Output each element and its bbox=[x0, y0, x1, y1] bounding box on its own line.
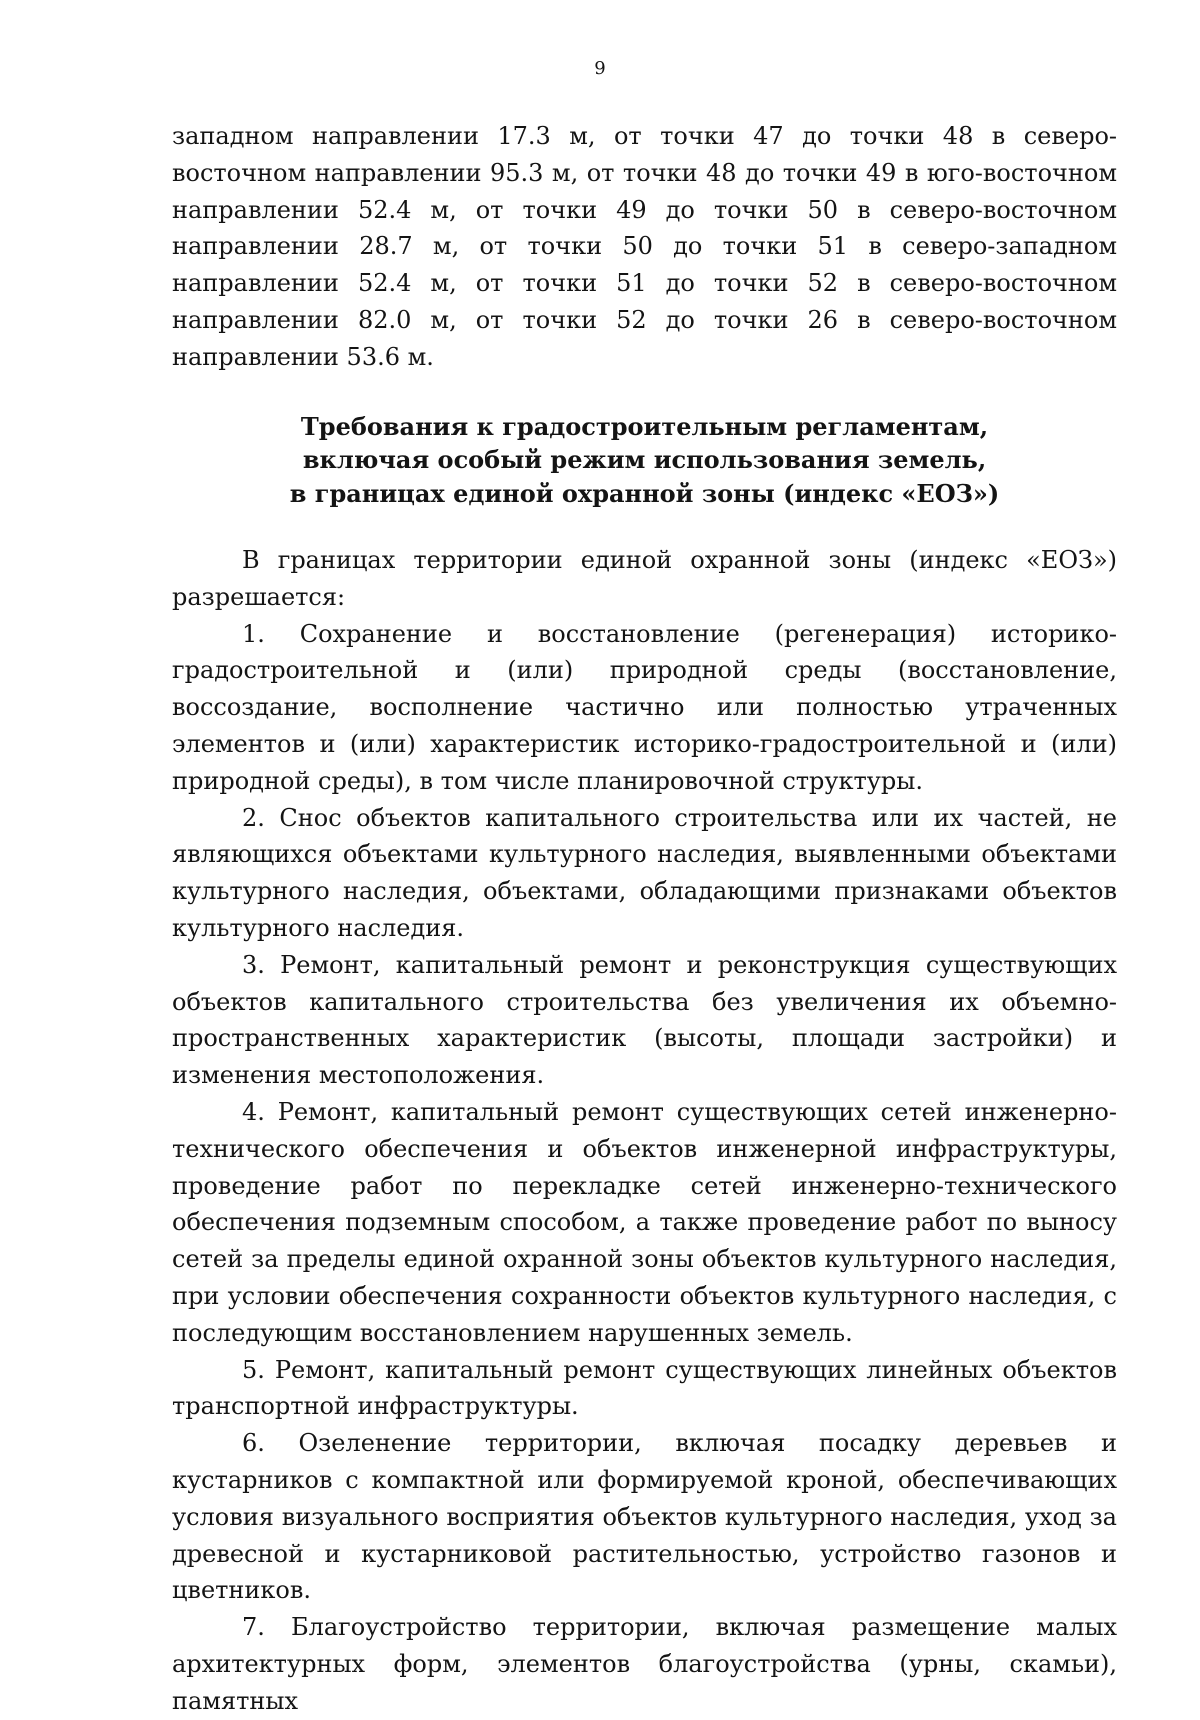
heading-line-3: в границах единой охранной зоны (индекс «ЕОЗ») bbox=[289, 478, 1000, 508]
list-item-4: 4. Ремонт, капитальный ремонт существующих сетей инженерно-технического обеспечения и объектов инженерной инфраструктуры, проведение работ по перекладке сетей инженерно-технического обеспечения подземным способом, а также проведение работ по выносу сетей за пределы единой охранной зоны объектов культурного наследия, при условии обеспечения сохранности объектов культурного наследия, с последующим восстановлением нарушенных земель. bbox=[172, 1098, 1117, 1347]
list-item-6: 6. Озеленение территории, включая посадку деревьев и кустарников с компактной или формируемой кроной, обеспечивающих условия визуального восприятия объектов культурного наследия, уход за древесной и кустарниковой растительностью, устройство газонов и цветников. bbox=[172, 1429, 1117, 1605]
list-item-3: 3. Ремонт, капитальный ремонт и реконструкция существующих объектов капитального строительства без увеличения их объемно-пространственных характеристик (высоты, площади застройки) и изменения местоположения. bbox=[172, 950, 1117, 1090]
document-body bbox=[172, 118, 1117, 1720]
section-heading bbox=[172, 410, 1117, 511]
heading-line-2: включая особый режим использования земель, bbox=[302, 445, 987, 475]
list-item-7: 7. Благоустройство территории, включая размещение малых архитектурных форм, элементов благоустройства (урны, скамьи), памятных bbox=[172, 1613, 1117, 1715]
heading-line-1: Требования к градостроительным регламентам, bbox=[300, 411, 989, 441]
page-number: 9 bbox=[594, 58, 606, 79]
list-item-5: 5. Ремонт, капитальный ремонт существующих линейных объектов транспортной инфраструктуры. bbox=[172, 1355, 1117, 1421]
list-item-2: 2. Снос объектов капитального строительства или их частей, не являющихся объектами культурного наследия, выявленными объектами культурного наследия, объектами, обладающими признаками объектов культурного наследия. bbox=[172, 803, 1117, 943]
lead-paragraph: В границах территории единой охранной зоны (индекс «ЕОЗ») разрешается: bbox=[172, 546, 1117, 611]
intro-paragraph: западном направлении 17.3 м, от точки 47 до точки 48 в северо-восточном направлении 95.3 м, от точки 48 до точки 49 в юго-восточном направлении 52.4 м, от точки 49 до точки 50 в северо-восточном направлении 28.7 м, от точки 50 до точки 51 в северо-западном направлении 52.4 м, от точки 51 до точки 52 в северо-восточном направлении 82.0 м, от точки 52 до точки 26 в северо-восточном направлении 53.6 м. bbox=[172, 122, 1117, 371]
list-item-1: 1. Сохранение и восстановление (регенерация) историко-градостроительной и (или) природной среды (восстановление, воссоздание, восполнение частично или полностью утраченных элементов и (или) характеристик историко-градостроительной и (или) природной среды), в том числе планировочной структуры. bbox=[172, 619, 1117, 795]
